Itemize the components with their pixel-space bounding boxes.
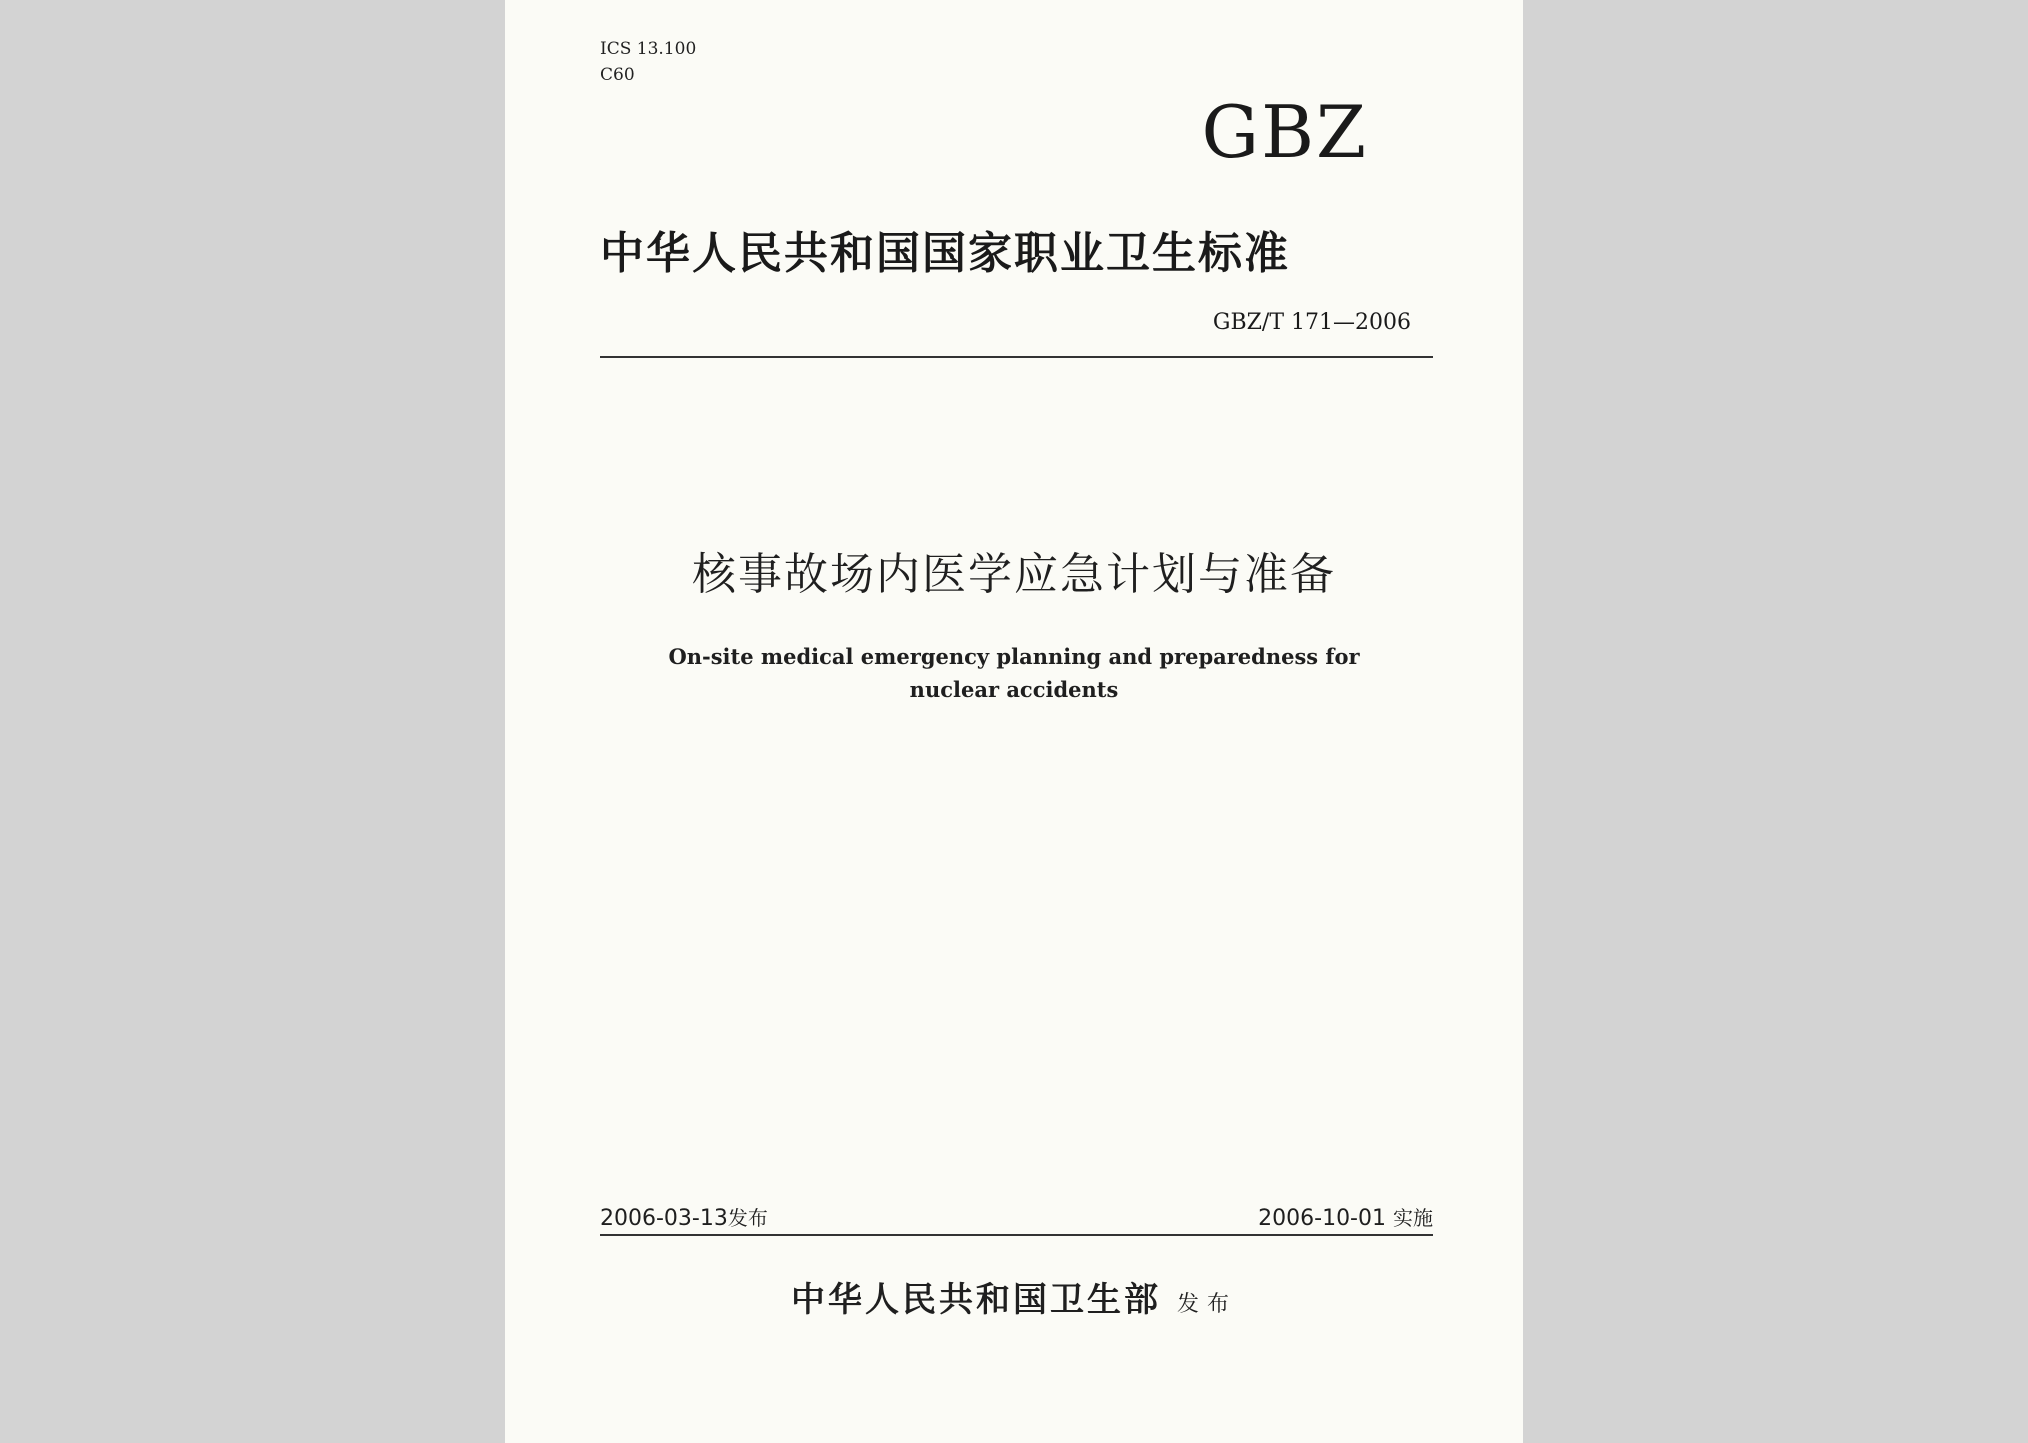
issue-date-block bbox=[600, 1202, 768, 1235]
issuer-label: 发布 bbox=[1176, 1292, 1237, 1317]
document-cover-page bbox=[505, 0, 1523, 1443]
document-title-en-line2: nuclear accidents bbox=[909, 677, 1119, 702]
issuer-name: 中华人民共和国卫生部 bbox=[790, 1280, 1161, 1320]
footer-divider bbox=[600, 1234, 1433, 1236]
header-divider bbox=[600, 356, 1433, 358]
standard-number: GBZ/T 171—2006 bbox=[1212, 310, 1411, 335]
ccs-code: C60 bbox=[600, 65, 635, 85]
ics-code: ICS 13.100 bbox=[600, 39, 697, 59]
issuer-block bbox=[505, 1277, 1523, 1323]
document-title-cn: 核事故场内医学应急计划与准备 bbox=[692, 549, 1336, 600]
standard-category-title: 中华人民共和国国家职业卫生标准 bbox=[600, 228, 1290, 279]
document-title-en bbox=[505, 640, 1523, 706]
document-title-en-line1: On-site medical emergency planning and preparedness for bbox=[668, 644, 1360, 669]
issue-label: 发布 bbox=[727, 1206, 768, 1230]
issue-date: 2006-03-13 bbox=[600, 1206, 728, 1231]
standard-mark: GBZ bbox=[1201, 90, 1368, 174]
classification-codes bbox=[600, 36, 696, 88]
implement-date-block bbox=[1258, 1202, 1433, 1235]
implement-label: 实施 bbox=[1393, 1206, 1433, 1230]
implement-date: 2006-10-01 bbox=[1258, 1206, 1386, 1231]
